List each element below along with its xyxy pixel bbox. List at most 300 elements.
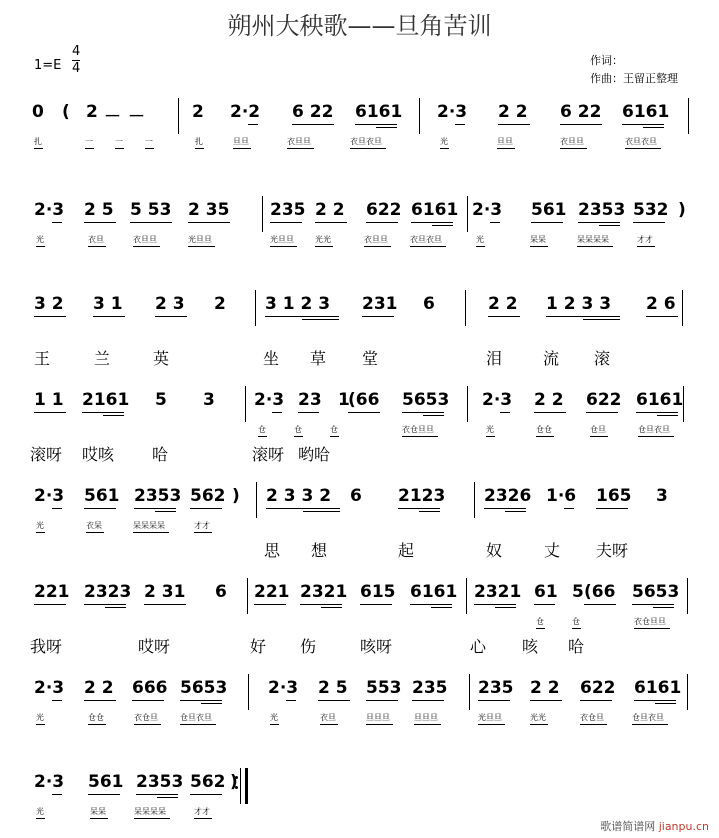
beam-line [144,604,186,605]
note-group: 6161 [411,200,459,220]
beam-line [103,415,124,416]
lyric-syllable: 滚 [594,349,611,368]
note-group: 532 [633,200,669,220]
lyric-syllable: 哈 [152,445,169,464]
perc-underline [366,724,393,725]
beam-line [84,700,116,701]
beam-line [500,412,510,413]
beam-line [505,511,526,512]
barline [465,290,466,326]
perc-underline [188,246,215,247]
beam-line [286,700,296,701]
note-group: 5 53 [130,200,172,220]
note-group: 622 [366,200,402,220]
note-group: 3 2 [34,294,64,314]
beam-line [653,607,674,608]
beam-line [84,604,126,605]
beam-line [398,508,440,509]
percussion-syllable: 衣旦 [320,713,336,722]
beam-line [376,127,397,128]
barline [255,290,256,326]
note-group: 61 [534,582,558,602]
perc-underline [414,724,441,725]
note-group: 2·3 [437,102,468,122]
percussion-syllable: 衣仓旦旦 [402,425,434,434]
final-barline-thick [245,768,248,804]
barline [419,98,420,134]
note-group: － [128,107,145,127]
note-group: 2 [86,102,98,122]
beam-line [84,508,116,509]
beam-line [130,222,172,223]
beam-line [132,700,164,701]
lyric-syllable: 起 [398,541,415,560]
beam-line [411,222,453,223]
note-group: 5653 [180,678,228,698]
beam-line [321,607,342,608]
note-group: 622 [586,390,622,410]
note-group: 1·6 [546,486,577,506]
perc-underline [36,818,45,819]
beam-line [586,412,618,413]
note-group: 221 [34,582,70,602]
note-group: 1 [338,390,350,410]
perc-underline [270,246,297,247]
beam-line [534,412,566,413]
lyricist-credit: 作词： [590,54,623,67]
perc-underline [134,724,161,725]
beam-line [34,604,66,605]
beam-line [484,508,526,509]
note-group: 2353 [136,772,184,792]
note-group: 6 [215,582,227,602]
beam-line [530,700,562,701]
percussion-syllable: 衣旦 [88,235,104,244]
lyric-syllable: 咳呀 [360,637,393,656]
percussion-syllable: 才才 [194,521,210,530]
note-group: 2 2 [498,102,528,122]
perc-underline [560,148,587,149]
perc-underline [270,724,279,725]
beam-line [93,316,125,317]
beam-line [410,604,452,605]
percussion-syllable: 衣仓旦旦 [634,617,666,626]
note-group: － [104,107,121,127]
note-group: 6 22 [292,102,334,122]
note-group: 2 2 [534,390,564,410]
percussion-syllable: 衣旦衣旦 [350,137,382,146]
barline [682,290,683,326]
lyric-syllable: 滚呀 [30,445,63,464]
percussion-syllable: 衣旦衣旦 [625,137,657,146]
beam-line [366,700,398,701]
beam-line [402,412,444,413]
beam-line [266,508,340,509]
percussion-syllable: 衣旦旦 [364,235,388,244]
perc-underline [36,724,45,725]
key-signature: 1=E [34,58,62,73]
lyric-syllable: 哈 [568,637,585,656]
beam-line [355,124,397,125]
perc-underline [476,246,485,247]
beam-line [155,511,176,512]
perc-underline [536,628,545,629]
note-group: 3 1 [93,294,123,314]
beam-line [52,222,62,223]
percussion-syllable: 仓旦衣旦 [638,425,670,434]
lyric-syllable: 夫呀 [596,541,629,560]
perc-underline [134,818,170,819]
barline [256,482,257,518]
note-group: 2 [214,294,226,314]
percussion-syllable: 旦旦旦 [366,713,390,722]
note-group: 2 3 [155,294,185,314]
beam-line [254,604,286,605]
perc-underline [330,436,339,437]
note-group: 2 5 [318,678,348,698]
lyric-syllable: 丈 [544,541,561,560]
beam-line [157,797,178,798]
beam-line [419,511,440,512]
lyric-syllable: 兰 [94,349,111,368]
note-group: 6161 [622,102,670,122]
percussion-syllable: 光旦旦 [188,235,212,244]
percussion-syllable: 仓 [294,425,302,434]
final-barline-thin [240,768,241,804]
percussion-syllable: 扎 [34,137,42,146]
note-group: 235 [478,678,514,698]
barline [687,674,688,710]
percussion-syllable: 衣旦衣旦 [410,235,442,244]
note-group: 2·3 [34,772,65,792]
perc-underline [590,436,608,437]
barline [688,98,689,134]
watermark-url: jianpu.cn [658,820,709,833]
note-group: 6161 [410,582,458,602]
beam-line [657,415,678,416]
beam-line [190,508,222,509]
barline [469,674,470,710]
note-group: 6161 [634,678,682,698]
percussion-syllable: 光 [36,235,44,244]
beam-line [490,222,500,223]
beam-line [633,222,665,223]
beam-line [136,794,178,795]
note-group: 2·3 [268,678,299,698]
perc-underline [133,532,169,533]
note-group: 553 [366,678,402,698]
perc-underline [194,818,212,819]
perc-underline [625,148,661,149]
beam-line [578,222,620,223]
lyric-syllable: 好 [250,637,267,656]
beam-line [105,607,126,608]
percussion-syllable: 光 [486,425,494,434]
lyric-syllable: 伤 [300,637,317,656]
perc-underline [115,148,124,149]
beam-line [596,508,628,509]
beam-line [622,124,664,125]
percussion-syllable: 衣旦旦 [560,137,584,146]
lyric-syllable: 哎咳 [82,445,115,464]
note-group: 2·3 [472,200,503,220]
beam-line [34,316,66,317]
note-group: 2 2 [315,200,345,220]
note-group: 235 [270,200,306,220]
perc-underline [194,532,212,533]
beam-line [564,508,574,509]
beam-line [180,700,222,701]
note-group: 2353 [578,200,626,220]
note-group: 5 [155,390,167,410]
note-group: ( [62,102,70,122]
perc-underline [637,246,655,247]
note-group: 2 [192,102,204,122]
note-group: 6 22 [560,102,602,122]
percussion-syllable: 仓 [572,617,580,626]
barline [262,196,263,232]
note-group: 561 [88,772,124,792]
percussion-syllable: 扎 [195,137,203,146]
note-group: 5 [572,582,584,602]
perc-underline [294,436,303,437]
note-group: 2 2 [488,294,518,314]
perc-underline [440,148,449,149]
note-group: 2326 [484,486,532,506]
beam-line [531,222,563,223]
beam-line [360,604,392,605]
beam-line [82,412,124,413]
note-group: ) [678,200,686,220]
note-group: 2·3 [34,678,65,698]
perc-underline [133,246,160,247]
beam-line [292,124,334,125]
barline [245,386,246,422]
percussion-syllable: 光 [270,713,278,722]
lyric-syllable: 滚呀 [252,445,285,464]
note-group: 561 [531,200,567,220]
perc-underline [410,246,446,247]
beam-line [300,604,342,605]
note-group: 2 35 [188,200,230,220]
percussion-syllable: 衣旦旦 [133,235,157,244]
perc-underline [36,532,45,533]
note-group: 3 [203,390,215,410]
note-group: 2161 [82,390,130,410]
composer-credit: 作曲：王留正整理 [590,72,678,85]
beam-line [34,412,66,413]
percussion-syllable: 衣呆 [86,521,102,530]
beam-line [52,700,62,701]
lyric-syllable: 泪 [486,349,503,368]
note-group: 6161 [355,102,403,122]
beam-line [155,316,187,317]
perc-underline [634,628,670,629]
percussion-syllable: 才才 [194,807,210,816]
watermark [600,818,709,834]
note-group: 221 [254,582,290,602]
beam-line [431,607,452,608]
beam-line [272,412,282,413]
beam-line [636,412,678,413]
perc-underline [195,148,204,149]
perc-underline [536,436,554,437]
perc-underline [364,246,391,247]
note-group: 5653 [632,582,680,602]
perc-underline [85,148,94,149]
lyric-syllable: 奴 [486,541,503,560]
perc-underline [320,724,338,725]
beam-line [495,607,516,608]
percussion-syllable: 光旦旦 [478,713,502,722]
note-group: (66 [584,582,616,602]
beam-line [265,316,339,317]
perc-underline [88,246,106,247]
percussion-syllable: 仓旦 [590,425,606,434]
beam-line [423,415,444,416]
note-group: 2 3 3 2 [266,486,332,506]
perc-underline [572,628,581,629]
beam-line [534,604,555,605]
note-group: 562 [190,772,226,792]
percussion-syllable: 旦旦 [233,137,249,146]
note-group: 2 31 [144,582,186,602]
note-group: 2 2 [84,678,114,698]
note-group: 2·3 [482,390,513,410]
percussion-syllable: 光光 [530,713,546,722]
note-group: 2321 [300,582,348,602]
perc-underline [580,724,607,725]
lyric-syllable: 堂 [362,349,379,368]
beam-line [362,316,394,317]
beam-line [52,508,62,509]
note-group: 562 [190,486,226,506]
note-group: 622 [580,678,616,698]
barline [178,98,179,134]
beam-line [580,700,612,701]
beam-line [270,222,302,223]
barline [467,196,468,232]
percussion-syllable: 仓旦衣旦 [632,713,664,722]
note-group: 2353 [134,486,182,506]
perc-underline [145,148,154,149]
beam-line [84,222,116,223]
lyric-syllable: 想 [311,541,328,560]
perc-underline [530,724,548,725]
note-group: 235 [412,678,448,698]
perc-underline [287,148,314,149]
barline [247,578,248,614]
note-group: 23 [298,390,322,410]
lyric-syllable: 思 [264,541,281,560]
beam-line [583,319,620,320]
note-group: 2 5 [84,200,114,220]
perc-underline [632,724,668,725]
percussion-syllable: 旦旦 [497,137,513,146]
beam-line [643,127,664,128]
beam-line [488,316,520,317]
beam-line [634,700,676,701]
beam-line [412,700,444,701]
beam-line [478,700,510,701]
perc-underline [577,246,613,247]
beam-line [655,703,676,704]
perc-underline [180,724,216,725]
note-group: ) [230,772,238,792]
note-group: 6 [350,486,362,506]
note-group: 3 1 2 3 [265,294,331,314]
percussion-syllable: 衣旦旦 [287,137,311,146]
percussion-syllable: 一 [85,137,93,146]
note-group: 0 [32,102,44,122]
note-group: 231 [362,294,398,314]
beam-line [52,794,62,795]
percussion-syllable: 仓旦衣旦 [180,713,212,722]
watermark-text: 歌谱简谱网 [600,820,656,833]
time-sig-bottom: 4 [72,61,81,76]
perc-underline [486,436,495,437]
beam-line [646,316,678,317]
page-title: 朔州大秧歌——旦角苦训 [227,12,492,40]
percussion-syllable: 光光 [315,235,331,244]
beam-line [190,794,222,795]
perc-underline [88,724,106,725]
note-group: 2·3 [34,486,65,506]
barline [466,578,467,614]
note-group: 5653 [402,390,450,410]
note-group: 2 2 [530,678,560,698]
perc-underline [90,818,108,819]
note-group: 1 1 [34,390,64,410]
note-group: 165 [596,486,632,506]
beam-line [632,604,674,605]
perc-underline [530,246,548,247]
beam-line [315,222,347,223]
percussion-syllable: 旦旦旦 [414,713,438,722]
percussion-syllable: 仓 [330,425,338,434]
percussion-syllable: 光旦旦 [270,235,294,244]
percussion-syllable: 衣仓旦 [134,713,158,722]
beam-line [302,319,339,320]
lyric-syllable: 哎呀 [138,637,171,656]
lyric-syllable: 哟哈 [298,445,331,464]
beam-line [599,225,620,226]
barline [467,386,468,422]
beam-line [498,124,530,125]
perc-underline [233,148,251,149]
note-group: 3 [656,486,668,506]
percussion-syllable: 仓 [536,617,544,626]
barline [474,482,475,518]
beam-line [88,794,120,795]
lyric-syllable: 我呀 [30,637,63,656]
percussion-syllable: 光 [440,137,448,146]
beam-line [318,700,350,701]
perc-underline [86,532,104,533]
lyric-syllable: 王 [34,349,51,368]
percussion-syllable: 呆呆呆呆 [577,235,609,244]
perc-underline [350,148,386,149]
percussion-syllable: 光 [36,521,44,530]
note-group: 6161 [636,390,684,410]
note-group: 561 [84,486,120,506]
beam-line [546,316,620,317]
percussion-syllable: 仓仓 [88,713,104,722]
lyric-syllable: 心 [470,637,487,656]
note-group: 2·3 [34,200,65,220]
beam-line [584,604,616,605]
percussion-syllable: 一 [145,137,153,146]
